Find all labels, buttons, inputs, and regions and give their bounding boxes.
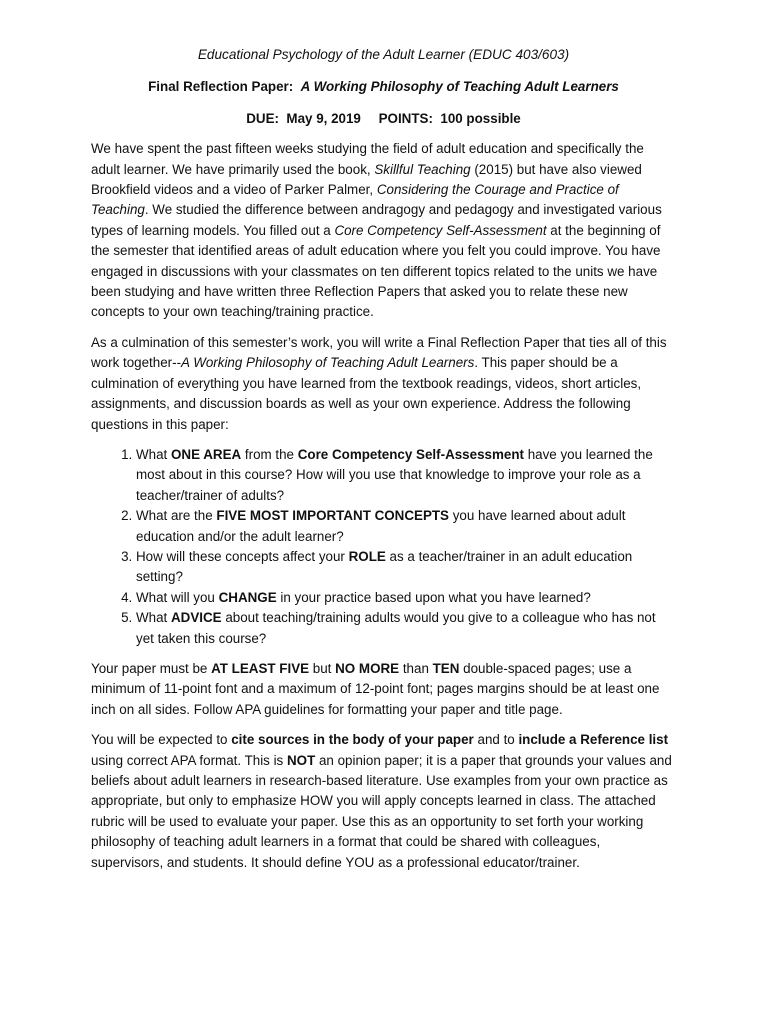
list-item <box>136 547 676 588</box>
assessment-title: Core Competency Self-Assessment <box>334 222 547 238</box>
emphasis: NOT <box>286 752 316 768</box>
emphasis: CHANGE <box>218 589 277 605</box>
text-run: at the beginning of the semester that identified areas of adult education where you felt you could improve. You have engaged in discussions with your classmates on ten different topics related to the units we have been studying and have written three Reflection Papers that asked you to relate these new concepts to your own teaching/training practice. <box>91 222 661 320</box>
text-run: . We studied the difference between andragogy and pedagogy and investigated various types of learning models. You filled out a <box>91 202 662 238</box>
text-run: What are the <box>136 508 217 524</box>
text-run: about teaching/training adults would you give to a colleague who has not yet taken this course? <box>136 610 656 646</box>
text-run: As a culmination of this semester’s work, you will write a Final Reflection Paper that ties all of this work together-- <box>91 334 667 371</box>
list-item <box>136 445 676 506</box>
questions-list <box>91 445 676 649</box>
text-run: What will you <box>136 589 219 605</box>
text-run: in your practice based upon what you have learned? <box>276 589 591 605</box>
list-item <box>136 506 676 547</box>
paper-title-inline: A Working Philosophy of Teaching Adult Learners <box>181 355 475 371</box>
text-run: than <box>399 660 433 676</box>
emphasis: ONE AREA <box>170 446 242 462</box>
text-run: (2015) but have also viewed Brookfield videos and a video of Parker Palmer, <box>91 161 642 198</box>
text-run: but <box>309 660 336 676</box>
text-run: We have spent the past fifteen weeks studying the field of adult education and specifically the adult learner. We have primarily used the book, <box>91 141 644 177</box>
text-run: an opinion paper; it is a paper that grounds your values and beliefs about adult learners in research-based literature. Use examples from your own practice as appropriate, but only to emphasize HOW you will apply concepts learned in class. The attached rubric will be used to evaluate your paper. Use this as an opportunity to set forth your working philosophy of teaching adult learners in a format that could be shared with colleagues, supervisors, and students. It should define YOU as a professional educator/trainer. <box>91 752 672 870</box>
text-run: double-spaced pages; use a minimum of 11-point font and a maximum of 12-point font; pages margins should be at least one inch on all sides. Follow APA guidelines for formatting your paper and title page. <box>91 660 660 717</box>
emphasis: Core Competency Self-Assessment <box>297 446 524 462</box>
format-paragraph <box>91 659 676 720</box>
emphasis: NO MORE <box>335 660 400 676</box>
emphasis: AT LEAST FIVE <box>211 660 310 676</box>
video-title: Considering the Courage and Practice of Teaching <box>91 182 619 218</box>
due-line <box>91 109 676 129</box>
text-run: and to <box>473 732 519 748</box>
emphasis: ROLE <box>348 548 386 564</box>
course-title: Educational Psychology of the Adult Learner (EDUC 403/603) <box>197 47 570 62</box>
book-title: Skillful Teaching <box>374 161 471 177</box>
emphasis: ADVICE <box>170 610 222 626</box>
emphasis: TEN <box>432 660 460 676</box>
text-run: What <box>136 610 171 626</box>
text-run: have you learned the most about in this course? How will you use that knowledge to improve your role as a teacher/trainer of adults? <box>136 446 653 503</box>
paper-title <box>91 77 676 97</box>
text-run: Your paper must be <box>91 660 212 676</box>
emphasis: cite sources in the body of your paper <box>231 732 474 748</box>
list-item <box>136 588 676 608</box>
text-run: as a teacher/trainer in an adult education setting? <box>136 548 633 585</box>
paper-title-text: A Working Philosophy of Teaching Adult Learners <box>300 79 619 95</box>
assignment-paragraph <box>91 333 676 435</box>
text-run: using correct APA format. This is <box>91 752 287 768</box>
sources-paragraph <box>91 730 676 873</box>
due-label: DUE: <box>246 110 279 126</box>
paper-label: Final Reflection Paper: <box>148 79 294 95</box>
list-item <box>136 608 676 649</box>
emphasis: FIVE MOST IMPORTANT CONCEPTS <box>216 508 449 524</box>
due-date: May 9, 2019 <box>286 110 361 126</box>
emphasis: include a Reference list <box>518 732 669 748</box>
text-run: from the <box>241 446 298 462</box>
text-run: You will be expected to <box>91 732 232 748</box>
text-run: you have learned about adult education and/or the adult learner? <box>136 508 626 544</box>
text-run: How will these concepts affect your <box>136 548 349 564</box>
points-label: POINTS: <box>378 110 433 126</box>
points-value: 100 possible <box>440 110 521 126</box>
intro-paragraph <box>91 139 676 323</box>
text-run: . This paper should be a culmination of everything you have learned from the textbook readings, videos, short articles, assignments, and discussion boards as well as your own experience. Address the following questions in this paper: <box>91 355 642 432</box>
text-run: What <box>136 446 171 462</box>
